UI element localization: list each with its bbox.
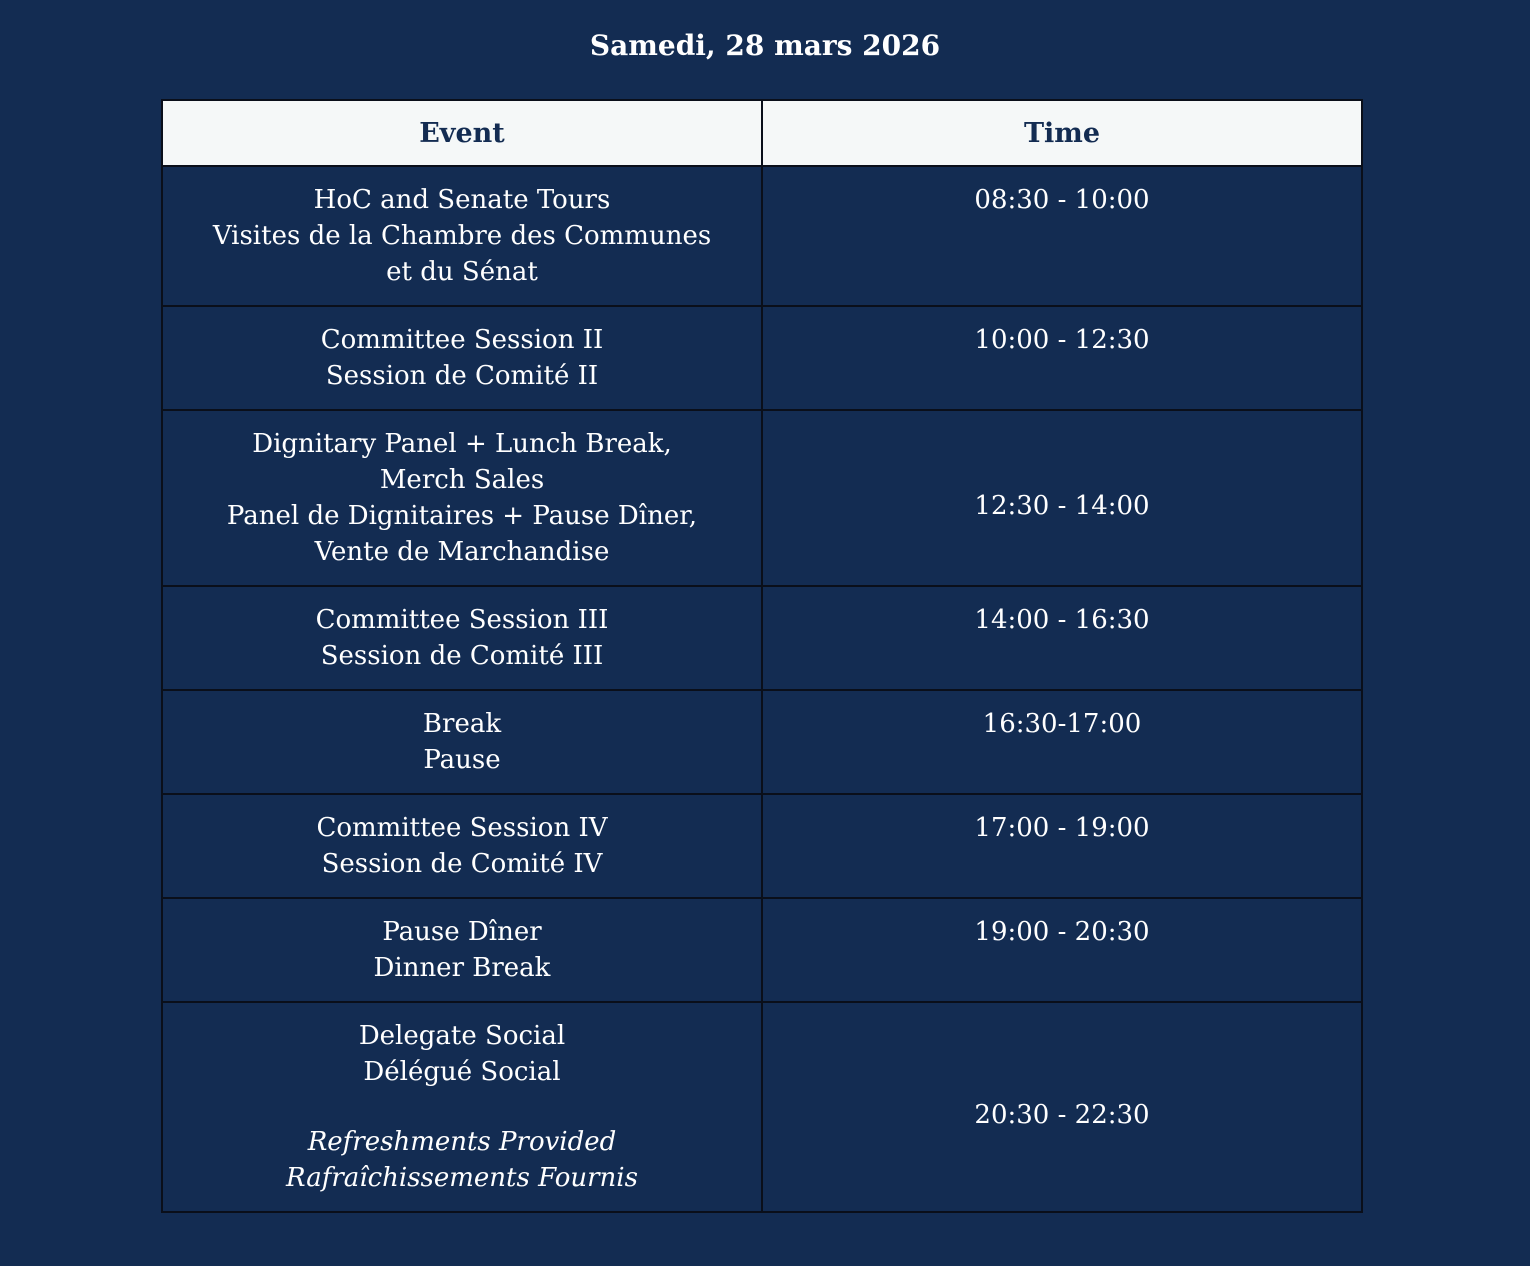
event-cell: [162, 410, 762, 586]
event-name: Merch Sales: [379, 465, 545, 495]
table-row: [162, 898, 1362, 1002]
event-cell: [162, 306, 762, 410]
table-header-row: [162, 100, 1362, 166]
event-cell: [162, 690, 762, 794]
time-cell: 08:30 - 10:00: [762, 166, 1362, 306]
event-name: Committee Session III: [315, 605, 609, 635]
event-name: Pause Dîner: [382, 917, 542, 947]
table-row: [162, 410, 1362, 586]
event-note: Rafraîchissements Fournis: [286, 1163, 638, 1193]
page-title: Samedi, 28 mars 2026: [589, 29, 941, 62]
event-name: Committee Session IV: [316, 813, 608, 843]
column-header-time: Time: [762, 100, 1362, 166]
event-name: HoC and Senate Tours: [313, 185, 611, 215]
table-row: [162, 690, 1362, 794]
event-name: Session de Comité II: [325, 361, 599, 391]
event-name: Session de Comité IV: [321, 849, 603, 879]
event-cell: [162, 794, 762, 898]
column-header-event: Event: [162, 100, 762, 166]
event-name: Vente de Marchandise: [314, 537, 610, 567]
event-name: Dignitary Panel + Lunch Break,: [252, 429, 672, 459]
time-cell: 17:00 - 19:00: [762, 794, 1362, 898]
event-name: Dinner Break: [373, 953, 551, 983]
event-name: Pause: [423, 745, 501, 775]
table-row: [162, 1002, 1362, 1212]
table-row: [162, 586, 1362, 690]
event-cell: [162, 1002, 762, 1212]
event-name: Session de Comité III: [320, 641, 604, 671]
event-name: Break: [422, 709, 502, 739]
time-cell: 16:30-17:00: [762, 690, 1362, 794]
time-cell: 20:30 - 22:30: [762, 1002, 1362, 1212]
time-cell: 10:00 - 12:30: [762, 306, 1362, 410]
event-name: Panel de Dignitaires + Pause Dîner,: [226, 501, 698, 531]
event-cell: [162, 898, 762, 1002]
line-spacer: [183, 1090, 741, 1124]
event-name: Delegate Social: [358, 1021, 566, 1051]
event-cell: [162, 586, 762, 690]
event-name: Visites de la Chambre des Communes: [212, 221, 712, 251]
event-cell: [162, 166, 762, 306]
table-row: [162, 306, 1362, 410]
event-name: et du Sénat: [386, 257, 538, 287]
schedule-table: [161, 99, 1363, 1213]
table-row: [162, 166, 1362, 306]
time-cell: 12:30 - 14:00: [762, 410, 1362, 586]
event-name: Committee Session II: [320, 325, 604, 355]
table-row: [162, 794, 1362, 898]
event-name: Délégué Social: [363, 1057, 561, 1087]
time-cell: 19:00 - 20:30: [762, 898, 1362, 1002]
event-note: Refreshments Provided: [307, 1127, 617, 1157]
time-cell: 14:00 - 16:30: [762, 586, 1362, 690]
